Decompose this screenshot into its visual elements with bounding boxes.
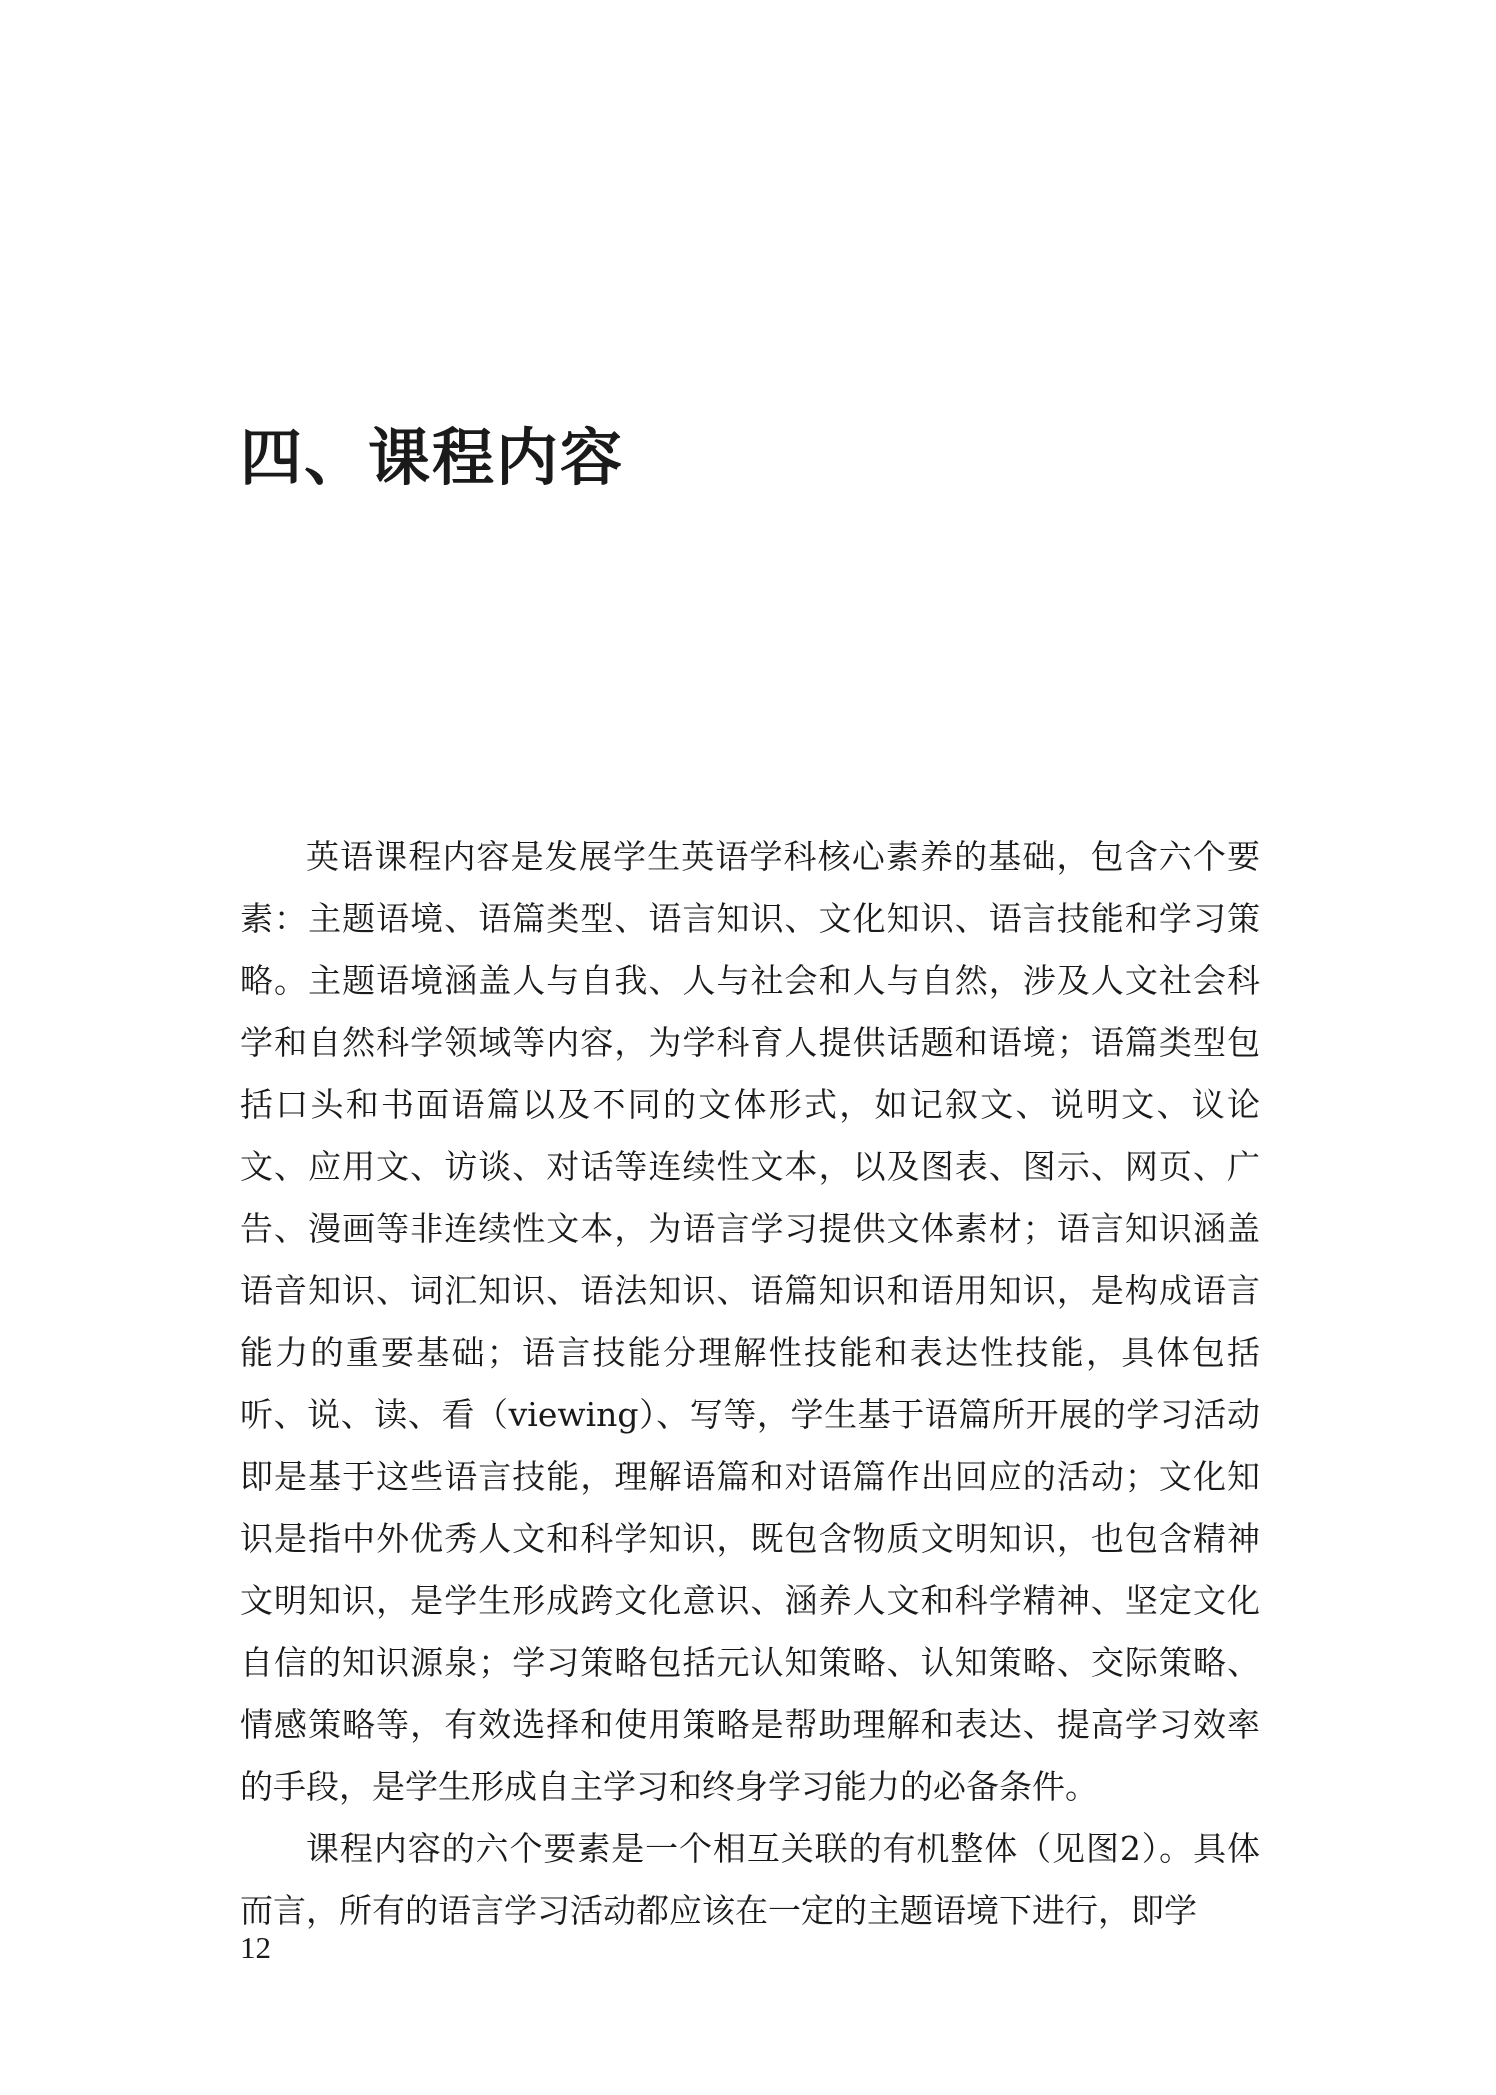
body-text	[240, 826, 1260, 1942]
paragraph-course-content-elements: 英语课程内容是发展学生英语学科核心素养的基础，包含六个要素：主题语境、语篇类型、语言知识、文化知识、语言技能和学习策略。主题语境涵盖人与自我、人与社会和人与自然，涉及人文社会科学和自然科学领域等内容，为学科育人提供话题和语境；语篇类型包括口头和书面语篇以及不同的文体形式，如记叙文、说明文、议论文、应用文、访谈、对话等连续性文本，以及图表、图示、网页、广告、漫画等非连续性文本，为语言学习提供文体素材；语言知识涵盖语音知识、词汇知识、语法知识、语篇知识和语用知识，是构成语言能力的重要基础；语言技能分理解性技能和表达性技能，具体包括听、说、读、看（viewing）、写等，学生基于语篇所开展的学习活动即是基于这些语言技能，理解语篇和对语篇作出回应的活动；文化知识是指中外优秀人文和科学知识，既包含物质文明知识，也包含精神文明知识，是学生形成跨文化意识、涵养人文和科学精神、坚定文化自信的知识源泉；学习策略包括元认知策略、认知策略、交际策略、情感策略等，有效选择和使用策略是帮助理解和表达、提高学习效率的手段，是学生形成自主学习和终身学习能力的必备条件。	[240, 837, 1260, 1806]
chapter-title: 四、课程内容	[240, 421, 625, 494]
page-number: 12	[240, 1930, 271, 1965]
paragraph-course-content-integration: 课程内容的六个要素是一个相互关联的有机整体（见图2）。具体而言，所有的语言学习活动都应该在一定的主题语境下进行，即学	[240, 1829, 1260, 1930]
